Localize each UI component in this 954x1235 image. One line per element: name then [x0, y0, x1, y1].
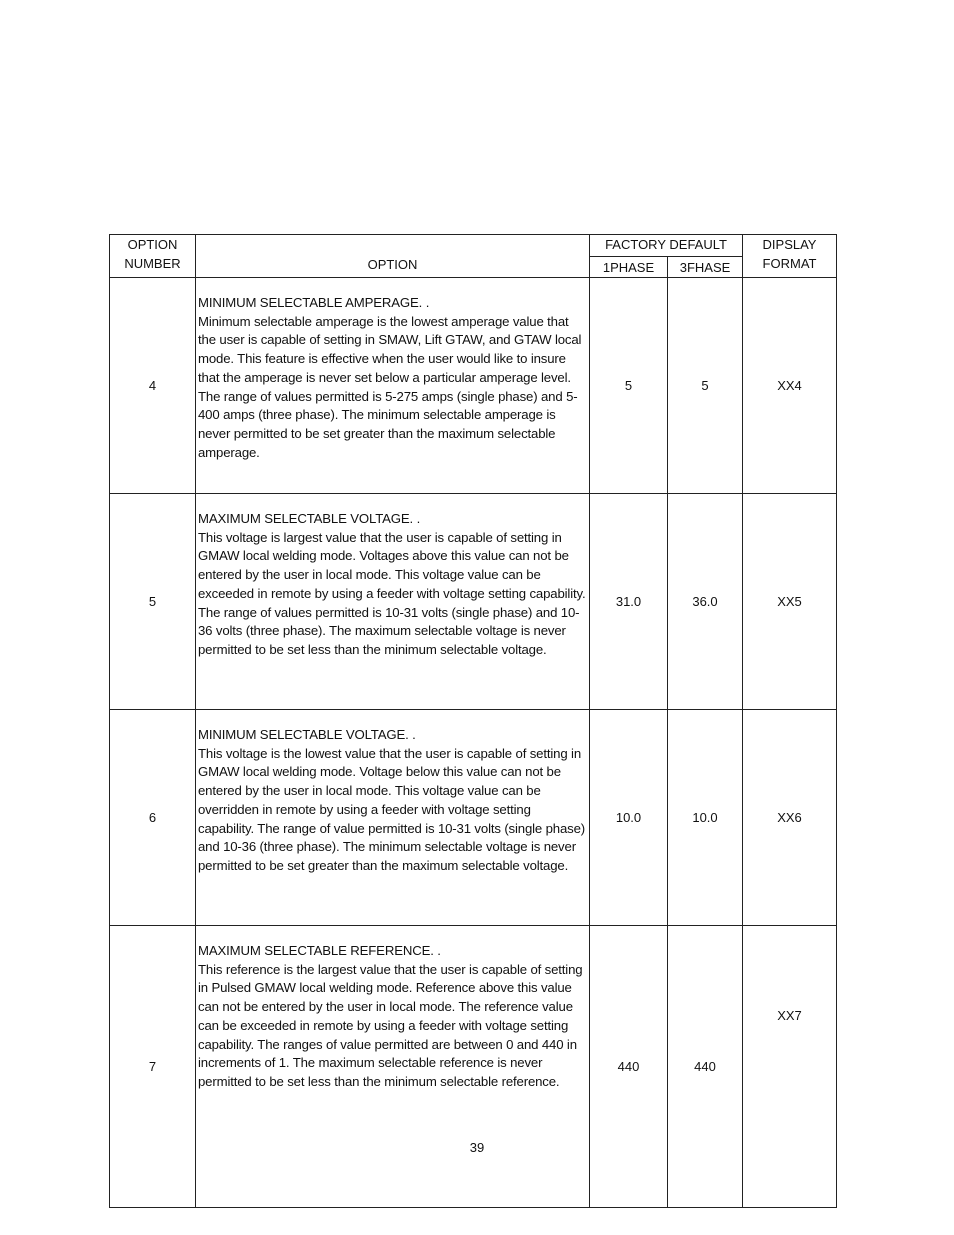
option-title: MAXIMUM SELECTABLE VOLTAGE. . — [198, 511, 421, 526]
default-1phase-cell: 5 — [590, 278, 668, 494]
option-description: This voltage is largest value that the user is capable of setting in GMAW local welding mode. Voltages above this value can not be entered by the user in local mode. This voltage value can be exceeded in remote by using a feeder with voltage setting capability. The range of values permitted is 10-31 volts (single phase) and 10-36 volts (three phase). The maximum selectable voltage is never permitted to be set less than the minimum selectable voltage. — [198, 529, 586, 657]
table-row — [110, 710, 837, 926]
table-row — [110, 278, 837, 494]
display-format-cell: XX7 — [743, 926, 837, 1208]
header-1phase: 1PHASE — [590, 257, 668, 278]
option-number-cell: 7 — [110, 926, 196, 1208]
option-title: MINIMUM SELECTABLE VOLTAGE. . — [198, 727, 416, 742]
header-display-format-line2: FORMAT — [762, 256, 817, 271]
header-option-number-line2: NUMBER — [124, 256, 181, 271]
default-3phase-cell: 10.0 — [668, 710, 743, 926]
header-display-format — [743, 235, 837, 278]
page-number: 39 — [469, 1140, 485, 1155]
option-description-cell — [196, 494, 590, 710]
header-factory-default: FACTORY DEFAULT — [590, 235, 743, 257]
display-format-cell: XX6 — [743, 710, 837, 926]
option-title: MINIMUM SELECTABLE AMPERAGE. . — [198, 295, 430, 310]
option-description: This voltage is the lowest value that the user is capable of setting in GMAW local welding mode. Voltage below this value can not be entered by the user in local mode. This voltage value can be overridden in remote by using a feeder with voltage setting capability. The range of value permitted is 10-31 volts (single phase) and 10-36 (three phase). The minimum selectable voltage is never permitted to be set greater than the maximum selectable voltage. — [198, 745, 586, 873]
display-format-cell: XX5 — [743, 494, 837, 710]
header-display-format-line1: DIPSLAY — [762, 237, 817, 252]
option-description-cell — [196, 710, 590, 926]
options-table — [109, 234, 837, 1208]
default-3phase-cell: 440 — [668, 926, 743, 1208]
table-row — [110, 494, 837, 710]
option-number-cell: 6 — [110, 710, 196, 926]
option-description-cell — [196, 926, 590, 1208]
option-title: MAXIMUM SELECTABLE REFERENCE. . — [198, 943, 441, 958]
header-3phase: 3FHASE — [668, 257, 743, 278]
option-description: Minimum selectable amperage is the lowest amperage value that the user is capable of setting in SMAW, Lift GTAW, and GTAW local mode. This feature is effective when the user would like to insure that the amperage is never set below a particular amperage level. The range of values permitted is 5-275 amps (single phase) and 5-400 amps (three phase). The minimum selectable amperage is never permitted to be set greater than the maximum selectable amperage. — [198, 313, 582, 460]
header-option-number — [110, 235, 196, 278]
default-1phase-cell: 10.0 — [590, 710, 668, 926]
default-3phase-cell: 36.0 — [668, 494, 743, 710]
default-1phase-cell: 31.0 — [590, 494, 668, 710]
option-number-cell: 5 — [110, 494, 196, 710]
default-1phase-cell: 440 — [590, 926, 668, 1208]
header-option-number-line1: OPTION — [127, 237, 178, 252]
option-description-cell — [196, 278, 590, 494]
header-option: OPTION — [196, 235, 590, 278]
table-row — [110, 926, 837, 1208]
display-format-cell: XX4 — [743, 278, 837, 494]
option-description: This reference is the largest value that the user is capable of setting in Pulsed GMAW local welding mode. Reference above this value can not be entered by the user in local mode. The reference value can be exceeded in remote by using a feeder with voltage setting capability. The ranges of value permitted are between 0 and 440 in increments of 1. The maximum selectable reference is never permitted to be set less than the minimum selectable reference. — [198, 961, 583, 1089]
default-3phase-cell: 5 — [668, 278, 743, 494]
option-number-cell: 4 — [110, 278, 196, 494]
